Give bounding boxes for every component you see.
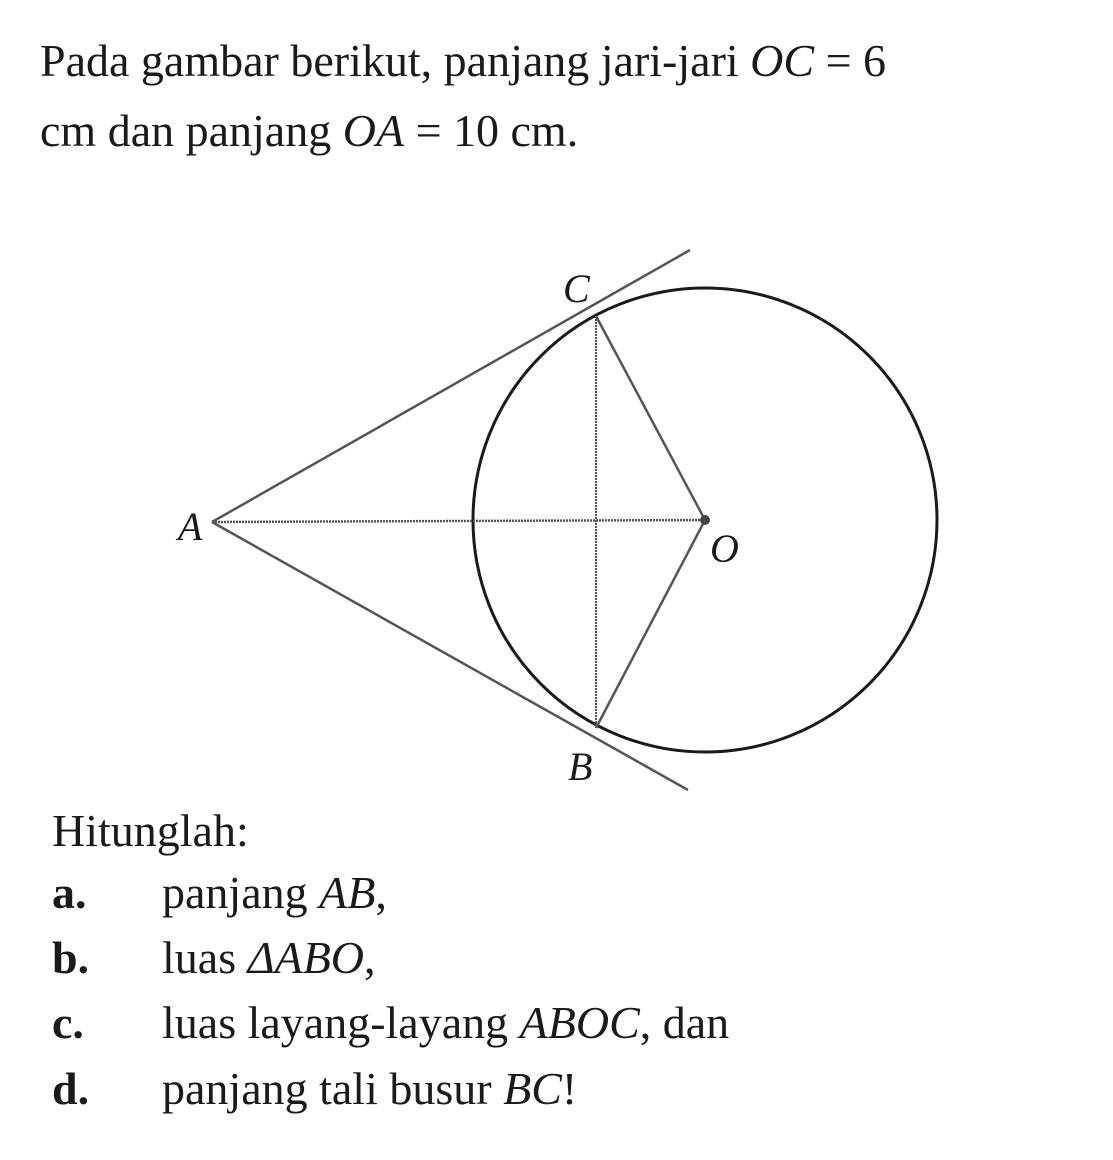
question-variable: ΔABO	[247, 932, 365, 983]
question-label: d.	[52, 1063, 90, 1114]
question-end: ,	[364, 932, 376, 983]
question-end: , dan	[639, 997, 730, 1048]
label-a: A	[178, 504, 203, 549]
question-item	[52, 931, 376, 985]
question-text: panjang tali busur	[162, 1063, 504, 1114]
question-label: b.	[52, 932, 90, 983]
question-end: ,	[375, 867, 387, 918]
questions-intro: Hitunglah:	[52, 805, 249, 856]
label-b: B	[568, 744, 593, 789]
tangent-line-ab	[212, 522, 688, 790]
label-c: C	[563, 266, 590, 311]
question-item	[52, 866, 387, 920]
variable-oa: OA	[342, 105, 405, 156]
variable-oc: OC	[750, 35, 815, 86]
question-variable: AB	[319, 867, 376, 918]
question-label: c.	[52, 997, 84, 1048]
question-label: a.	[52, 867, 87, 918]
equation-value: = 6	[814, 35, 887, 86]
label-o: O	[710, 526, 739, 571]
center-point-o	[700, 515, 710, 525]
question-item	[52, 1062, 577, 1116]
tangent-line-ac	[212, 250, 690, 522]
problem-text: cm dan panjang	[40, 105, 343, 156]
question-item	[52, 996, 729, 1050]
equation-value: = 10 cm.	[404, 105, 579, 156]
question-variable: ABOC	[519, 997, 640, 1048]
radius-oc	[596, 316, 705, 520]
segment-ao	[212, 520, 705, 522]
question-end: !	[561, 1063, 578, 1114]
question-text: panjang	[162, 867, 320, 918]
question-text: luas	[162, 932, 248, 983]
question-variable: BC	[503, 1063, 562, 1114]
problem-text: Pada gambar berikut, panjang jari-jari	[40, 35, 751, 86]
question-text: luas layang-layang	[162, 997, 520, 1048]
radius-ob	[596, 520, 705, 728]
